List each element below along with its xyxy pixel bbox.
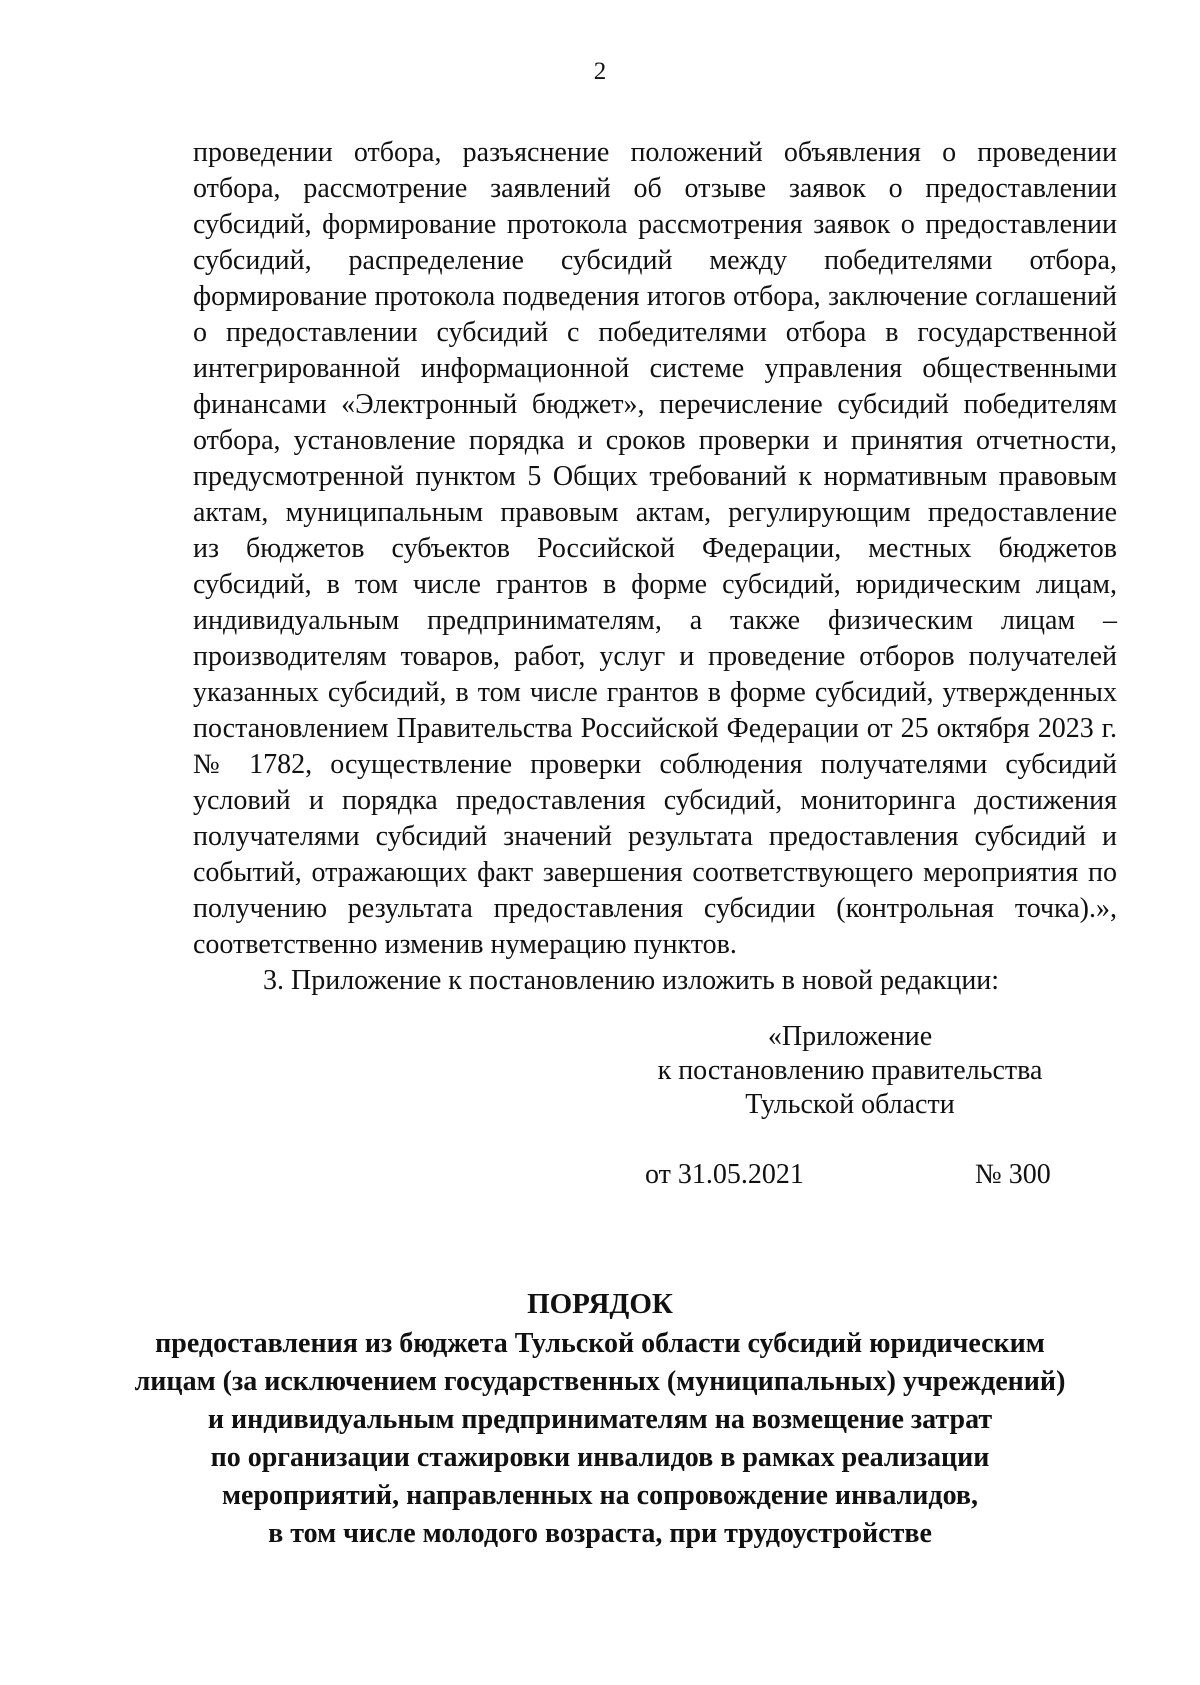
body-line: событий, отражающих факт завершения соответствующего мероприятия по xyxy=(193,857,1117,888)
document-subtitle xyxy=(0,1325,1200,1553)
document-title: ПОРЯДОК xyxy=(527,1288,673,1320)
body-line: актам, муниципальным правовым актам, регулирующим предоставление xyxy=(193,497,1117,528)
body-line: соответственно изменив нумерацию пунктов. xyxy=(193,929,737,960)
body-text xyxy=(193,135,1117,999)
body-line: о предоставлении субсидий с победителями отбора в государственной xyxy=(193,317,1117,348)
body-line: условий и порядка предоставления субсидий, мониторинга достижения xyxy=(193,785,1117,816)
appendix-date: от 31.05.2021 xyxy=(645,1159,804,1190)
body-line: указанных субсидий, в том числе грантов в форме субсидий, утвержденных xyxy=(193,677,1117,708)
subtitle-line: лицам (за исключением государственных (муниципальных) учреждений) xyxy=(134,1366,1066,1397)
appendix-resolution: к постановлению правительства xyxy=(657,1055,1043,1086)
body-line: постановлением Правительства Российской Федерации от 25 октября 2023 г. xyxy=(193,713,1117,744)
subtitle-line: и индивидуальным предпринимателям на возмещение затрат xyxy=(207,1404,993,1435)
body-line: субсидий, в том числе грантов в форме субсидий, юридическим лицам, xyxy=(193,569,1117,600)
body-line: субсидий, распределение субсидий между победителями отбора, xyxy=(193,245,1117,276)
body-line: формирование протокола подведения итогов отбора, заключение соглашений xyxy=(193,281,1117,312)
page-number: 2 xyxy=(593,58,607,85)
body-line: получателями субсидий значений результата предоставления субсидий и xyxy=(193,821,1117,852)
appendix-label: «Приложение xyxy=(767,1021,933,1052)
body-line: отбора, рассмотрение заявлений об отзыве заявок о предоставлении xyxy=(193,173,1117,204)
body-line: проведении отбора, разъяснение положений объявления о проведении xyxy=(193,137,1117,168)
body-line: финансами «Электронный бюджет», перечисление субсидий победителям xyxy=(193,389,1117,420)
body-line: производителям товаров, работ, услуг и проведение отборов получателей xyxy=(193,641,1117,672)
appendix-number: № 300 xyxy=(975,1159,1051,1190)
subtitle-line: в том числе молодого возраста, при трудоустройстве xyxy=(268,1518,932,1549)
appendix-region: Тульской области xyxy=(745,1089,955,1120)
body-line: интегрированной информационной системе управления общественными xyxy=(193,353,1117,384)
subtitle-line: предоставления из бюджета Тульской области субсидий юридическим xyxy=(155,1328,1045,1359)
subtitle-line: по организации стажировки инвалидов в рамках реализации xyxy=(210,1442,990,1473)
body-line: № 1782, осуществление проверки соблюдения получателями субсидий xyxy=(193,749,1117,780)
body-line: предусмотренной пунктом 5 Общих требований к нормативным правовым xyxy=(193,461,1117,492)
body-line: индивидуальным предпринимателям, а также физическим лицам – xyxy=(193,605,1117,636)
appendix-header xyxy=(620,1020,1080,1122)
body-line: из бюджетов субъектов Российской Федерации, местных бюджетов xyxy=(193,533,1117,564)
body-line: получению результата предоставления субсидии (контрольная точка).», xyxy=(193,893,1117,924)
paragraph-3: 3. Приложение к постановлению изложить в новой редакции: xyxy=(263,965,1000,996)
subtitle-line: мероприятий, направленных на сопровождение инвалидов, xyxy=(221,1480,978,1511)
body-line: субсидий, формирование протокола рассмотрения заявок о предоставлении xyxy=(193,209,1117,240)
body-line: отбора, установление порядка и сроков проверки и принятия отчетности, xyxy=(193,425,1117,456)
